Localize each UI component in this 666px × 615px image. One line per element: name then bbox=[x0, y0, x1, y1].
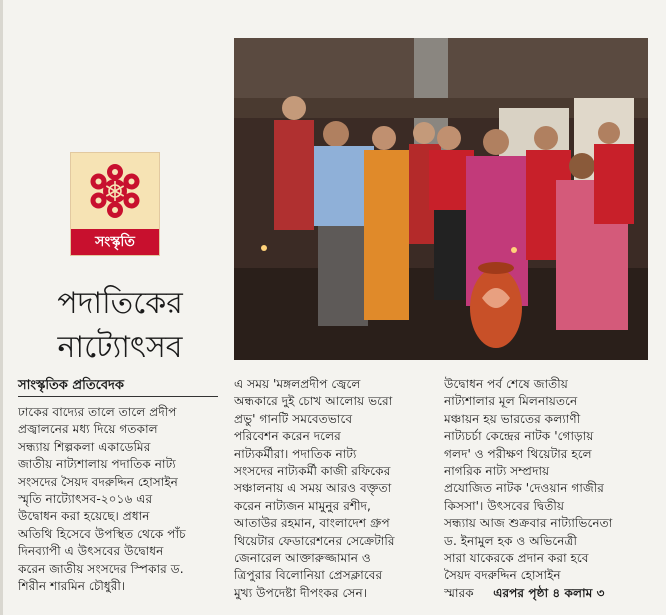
text-line: ড. ইনামুল হক ও অভিনেত্রী bbox=[444, 533, 577, 548]
text-line: ঢাকের বাদ্যের তালে তালে প্রদীপ bbox=[18, 405, 177, 419]
text-line: মঞ্চায়ন হয় ভারতের কল্যাণী bbox=[444, 411, 581, 426]
text-line: শিরীন শারমিন চৌধুরী। bbox=[18, 579, 126, 594]
text-line: জাতীয় নাট্যশালায় পদাতিক নাট্য bbox=[18, 457, 176, 472]
byline-divider bbox=[18, 396, 218, 397]
text-line: করেন জাতীয় সংসদের স্পিকার ড. bbox=[18, 561, 184, 576]
text-line: প্রযোজিত নাটক 'দেওয়ান গাজীর bbox=[444, 481, 604, 496]
text-fragment: স্মারক bbox=[444, 585, 474, 600]
text-line: সঞ্চালনায় এ সময় আরও বক্তৃতা bbox=[234, 481, 392, 496]
text-line: সংসদের নাট্যকর্মী কাজী রফিকের bbox=[234, 464, 391, 479]
text-line: সংসদের সৈয়দ বদরুদ্দিন হোসাইন bbox=[18, 474, 178, 489]
headline bbox=[20, 282, 220, 370]
text-line: দিনব্যাপী এ উৎসবের উদ্বোধন bbox=[18, 544, 164, 559]
flower-emblem-icon bbox=[71, 153, 159, 229]
text-line: অন্ধকারে দুই চোখ আলোয় ভরো bbox=[234, 394, 393, 409]
text-line: জেনারেল আক্তারুজ্জামান ও bbox=[234, 551, 371, 566]
text-line: করেন নাট্যজন মামুনুর রশীদ, bbox=[234, 498, 371, 513]
text-line: থিয়েটার ফেডারেশনের সেক্রেটারি bbox=[234, 533, 395, 548]
text-line: নাট্যকর্মীরা। পদাতিক নাট্য bbox=[234, 446, 357, 461]
text-line: সন্ধ্যায় আজ শুক্রবার নাট্যাভিনেতা bbox=[444, 516, 613, 531]
text-line: নাট্যচর্চা কেন্দ্রের নাটক 'গোড়ায় bbox=[444, 429, 594, 444]
text-line: সৈয়দ বদরুদ্দিন হোসাইন bbox=[444, 568, 561, 583]
section-label: সংস্কৃতি bbox=[71, 229, 159, 255]
text-line: গলদ' ও পরীক্ষণ থিয়েটার হলে bbox=[444, 446, 592, 461]
section-logo bbox=[70, 152, 160, 256]
news-photo bbox=[234, 38, 648, 360]
text-line: নাগরিক নাট্য সম্প্রদায় bbox=[444, 464, 550, 479]
article-column-2 bbox=[234, 376, 438, 602]
headline-line-2: নাট্যোৎসব bbox=[57, 330, 183, 365]
text-line: সন্ধ্যায় শিল্পকলা একাডেমির bbox=[18, 439, 151, 454]
text-line-last bbox=[444, 585, 652, 602]
text-line: স্মৃতি নাট্যোৎসব-২০১৬ এর bbox=[18, 492, 153, 507]
continuation-jump: এরপর পৃষ্ঠা ৪ কলাম ৩ bbox=[493, 585, 605, 600]
headline-line-1: পদাতিকের bbox=[57, 286, 183, 321]
article-column-3 bbox=[444, 376, 652, 602]
text-line: উদ্বোধন করা হয়েছে। প্রধান bbox=[18, 509, 150, 524]
text-line: ত্রিপুরার বিলোনিয়া প্রেসক্লাবের bbox=[234, 568, 383, 583]
page-edge bbox=[0, 0, 3, 615]
text-line: সারা যাকেরকে প্রদান করা হবে bbox=[444, 551, 589, 566]
text-line: প্রভু' গানটি সমবেতভাবে bbox=[234, 411, 353, 426]
text-line: অতিথি হিসেবে উপস্থিত থেকে পাঁচ bbox=[18, 526, 186, 541]
text-line: আতাউর রহমান, বাংলাদেশ গ্রুপ bbox=[234, 516, 390, 531]
article-column-1 bbox=[18, 404, 218, 595]
text-line: এ সময় 'মঙ্গলপ্রদীপ জ্বেলে bbox=[234, 377, 361, 391]
text-line: মুখ্য উপদেষ্টা দীপংকর সেন। bbox=[234, 585, 368, 600]
byline: সাংস্কৃতিক প্রতিবেদক bbox=[18, 378, 124, 393]
text-line: পরিবেশন করেন দলের bbox=[234, 429, 341, 444]
text-line: নাট্যশালার মূল মিলনায়তনে bbox=[444, 394, 578, 409]
text-line: প্রজ্বালনের মধ্য দিয়ে গতকাল bbox=[18, 422, 158, 437]
text-line: উদ্বোধন পর্ব শেষে জাতীয় bbox=[444, 377, 568, 391]
text-line: কিসসা'। উৎসবের দ্বিতীয় bbox=[444, 498, 565, 513]
